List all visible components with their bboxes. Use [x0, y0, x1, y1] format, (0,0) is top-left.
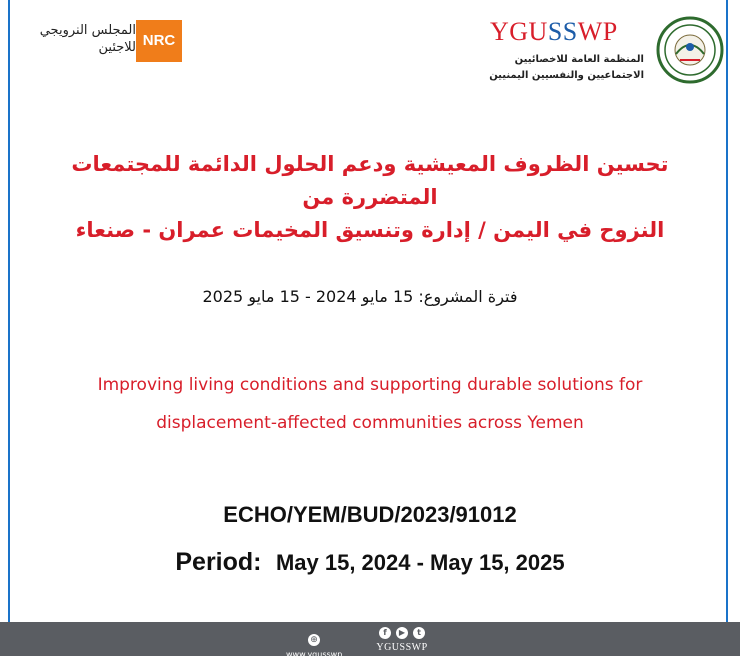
nrc-arabic-line2: للاجئين — [98, 40, 136, 55]
globe-icon: ⊕ — [308, 634, 320, 646]
nrc-logo — [24, 18, 184, 68]
arabic-period: فترة المشروع: 15 مايو 2024 - 15 مايو 2025 — [202, 287, 518, 306]
arabic-title — [40, 148, 700, 247]
ygusswp-subtitle-line1: المنظمة العامة للاخصائيين — [514, 54, 644, 65]
social-handle: YGUSSWP — [376, 642, 428, 653]
english-title — [30, 366, 710, 442]
facebook-icon[interactable]: f — [379, 627, 391, 639]
project-code: ECHO/YEM/BUD/2023/91012 — [223, 502, 517, 527]
wordmark-part-2: SS — [547, 17, 578, 46]
wordmark-part-3: WP — [577, 17, 618, 46]
arabic-title-line2: النزوح في اليمن / إدارة وتنسيق المخيمات عمران - صنعاء — [75, 218, 665, 242]
arabic-title-line1: تحسين الظروف المعيشية ودعم الحلول الدائمة للمجتمعات المتضررة من — [71, 152, 669, 209]
period-value: May 15, 2024 - May 15, 2025 — [275, 550, 565, 575]
english-title-line2: displacement-affected communities across Yemen — [156, 413, 584, 433]
twitter-icon[interactable]: t — [413, 627, 425, 639]
ygusswp-subtitle-line2: الاجتماعيين والنفسيين اليمنيين — [489, 70, 644, 81]
footer — [0, 622, 740, 659]
ygusswp-seal-icon — [656, 16, 724, 84]
nrc-badge: NRC — [136, 20, 182, 62]
ygusswp-wordmark — [490, 18, 618, 46]
nrc-arabic-name — [24, 22, 136, 56]
english-title-line1: Improving living conditions and supporting durable solutions for — [97, 375, 643, 395]
side-border — [8, 0, 728, 622]
ygusswp-logo — [484, 10, 724, 88]
website-text: www.ygusswp — [286, 650, 343, 659]
footer-social — [370, 627, 434, 654]
period-label: Period: — [175, 548, 262, 576]
wordmark-part-1: YGU — [490, 17, 548, 46]
nrc-arabic-line1: المجلس النرويجي — [39, 23, 136, 38]
youtube-icon[interactable]: ▶ — [396, 627, 408, 639]
project-period — [0, 548, 740, 577]
